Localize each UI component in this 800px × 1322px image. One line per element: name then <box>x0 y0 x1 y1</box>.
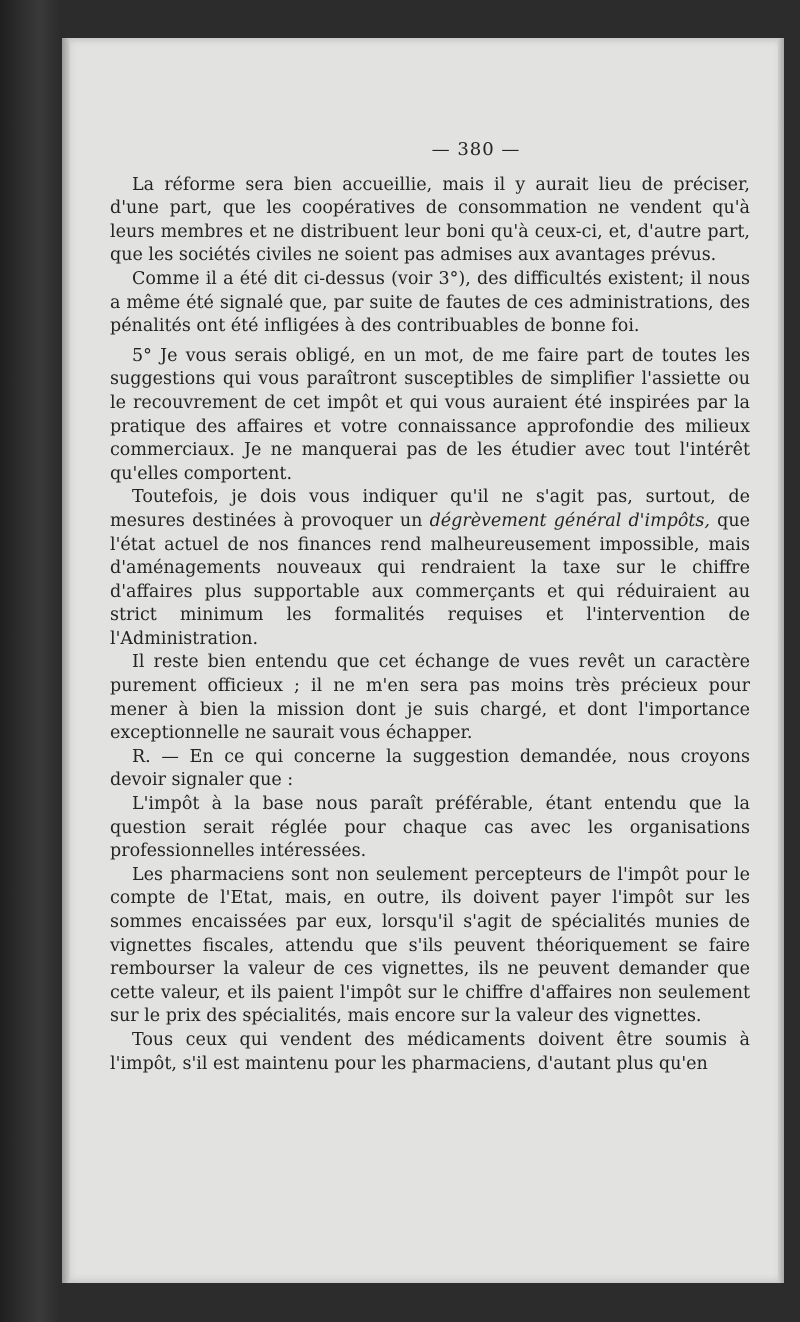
paragraph-echange: Il reste bien entendu que cet échange de vues revêt un caractère purement officieux ; il ne m'en sera pas moins très précieux pour mener à bien la mission dont je suis chargé, et dont l'importance exceptionnelle ne saurait vous échapper. <box>110 652 750 744</box>
paragraph-toutefois-end: que l'état actuel de nos finances rend malheureusement impossible, mais d'aménagements nouveaux qui rendraient la taxe sur le chiffre d'affaires plus supportable aux commerçants et qui réduiraient au strict minimum les formalités requises et l'intervention de l'Administration. <box>110 510 750 649</box>
page-right-edge <box>778 38 784 1283</box>
paragraph-reforme: La réforme sera bien accueillie, mais il y aurait lieu de préciser, d'une part, que les coopératives de consommation ne vendent qu'à leurs membres et ne distribuent leur boni qu'à ceux-ci, et, d'autre part, que les sociétés civiles ne soient pas admises aux avantages prévus. <box>110 174 750 266</box>
paragraph-suggestions: 5° Je vous serais obligé, en un mot, de me faire part de toutes les suggestions qui vous paraîtront susceptibles de simplifier l'assiette ou le recouvrement de cet impôt et qui vous auraient été inspirées par la pratique des affaires et votre connaissance approfondie des milieux commerciaux. Je ne manquerai pas de les étudier avec tout l'intérêt qu'elles comportent. <box>110 345 750 484</box>
page-text <box>110 138 750 1076</box>
paragraph-impot-base: L'impôt à la base nous paraît préférable, étant entendu que la question serait réglée pour chaque cas avec les organisations professionnelles intéressées. <box>110 794 750 862</box>
paragraph-medicaments: Tous ceux qui vendent des médicaments doivent être soumis à l'impôt, s'il est maintenu pour les pharmaciens, d'autant plus qu'en <box>110 1029 750 1074</box>
paragraph-reponse: R. — En ce qui concerne la suggestion demandée, nous croyons devoir signaler que : <box>110 746 750 791</box>
italic-phrase: dégrèvement général d'impôts, <box>429 510 710 531</box>
paragraph-difficultes: Comme il a été dit ci-dessus (voir 3°), des difficultés existent; il nous a même été signalé que, par suite de fautes de ces administrations, des pénalités ont été infligées à des contribuables de bonne foi. <box>110 268 750 337</box>
paragraph-toutefois-start: Toutefois, je dois vous indiquer qu'il ne s'agit pas, surtout, de mesures destinées à provoquer un <box>110 487 750 531</box>
paragraph-toutefois <box>110 486 750 651</box>
page-number: — 380 — <box>431 139 521 160</box>
paragraph-pharmaciens: Les pharmaciens sont non seulement percepteurs de l'impôt pour le compte de l'Etat, mais, en outre, ils doivent payer l'impôt sur les sommes encaissées par eux, lorsqu'il s'agit de spécialités munies de vignettes fiscales, attendu que s'ils peuvent théoriquement se faire rembourser la valeur de ces vignettes, ils ne peuvent demander que cette valeur, et ils paient l'impôt sur le chiffre d'affaires non seulement sur le prix des spécialités, mais encore sur la valeur des vignettes. <box>110 864 750 1027</box>
page-binding-edge <box>62 38 70 1283</box>
